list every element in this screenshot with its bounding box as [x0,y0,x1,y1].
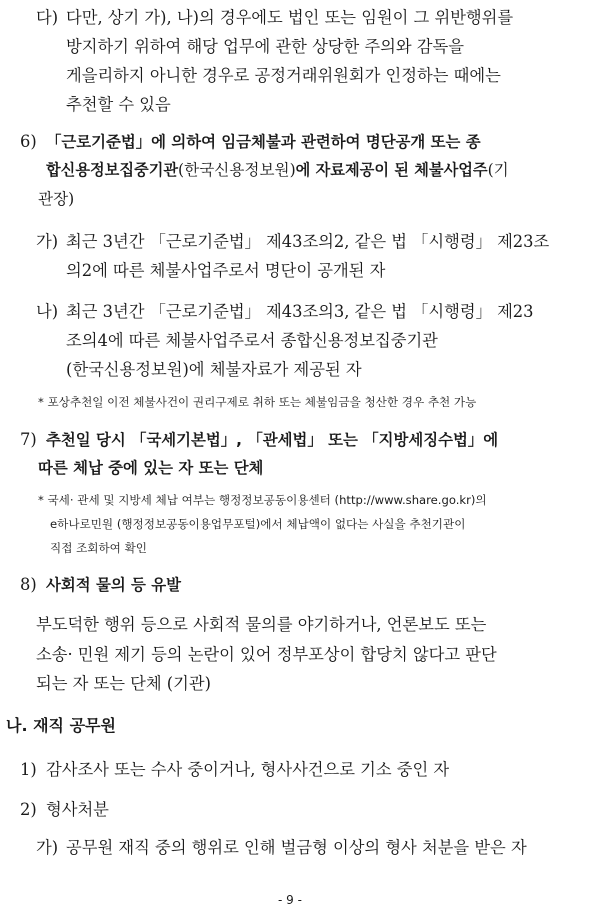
item-2-number: 2) [20,800,37,819]
item-da-line-4: 추천할 수 있음 [66,95,171,114]
section-7-note-line-3: 직접 조회하여 확인 [50,541,147,555]
section-6-line-2-b: 에 자료제공이 된 체불사업주 [295,161,488,179]
section-6-note: * 포상추천일 이전 체불사건이 권리구제로 취하 또는 체불임금을 청산한 경우 추천 가능 [38,395,477,409]
item-da-marker: 다) [36,8,59,27]
section-8-title: 사회적 물의 등 유발 [46,576,182,594]
section-8-number: 8) [20,575,37,594]
section-6-line-3: 관장) [38,190,75,208]
section-6-line-2-tail: (기 [487,161,509,179]
section-6-na-line-1: 최근 3년간 「근로기준법」 제43조의3, 같은 법 「시행령」 제23 [66,302,534,321]
item-1-number: 1) [20,760,37,779]
page-number: - 9 - [278,893,302,907]
section-7-note-line-2: e하나로민원 (행정정보공동이용업무포털)에서 체납액이 없다는 사실을 추천기관이 [50,517,466,531]
section-8-line-1: 부도덕한 행위 등으로 사회적 물의를 야기하거나, 언론보도 또는 [36,615,487,634]
item-da-line-3: 게을리하지 아니한 경우로 공정거래위원회가 인정하는 때에는 [66,66,501,85]
section-8-line-3: 되는 자 또는 단체 (기관) [36,674,211,693]
section-6-na-line-2: 조의4에 따른 체불사업주로서 종합신용정보집중기관 [66,331,438,350]
section-6-line-2-a: 합신용정보집중기관 [46,161,179,179]
item-da-line-1: 다만, 상기 가), 나)의 경우에도 법인 또는 임원이 그 위반행위를 [66,8,514,27]
section-6-na-line-3: (한국신용정보원)에 체불자료가 제공된 자 [66,360,362,379]
section-7-line-1: 추천일 당시 「국세기본법」, 「관세법」 또는 「지방세징수법」에 [46,431,499,449]
section-7-line-2: 따른 체납 중에 있는 자 또는 단체 [38,459,264,477]
item-da-line-2: 방지하기 위하여 해당 업무에 관한 상당한 주의와 감독을 [66,37,464,56]
item-2-text: 형사처분 [46,800,109,819]
section-6-line-2 [46,161,509,180]
item-2-ga-text: 공무원 재직 중의 행위로 인해 벌금형 이상의 형사 처분을 받은 자 [66,838,527,857]
section-6-ga-line-2: 의2에 따른 체불사업주로서 명단이 공개된 자 [66,261,386,280]
item-2-ga-marker: 가) [36,838,59,857]
section-6-na-marker: 나) [36,302,59,321]
section-8-line-2: 소송· 민원 제기 등의 논란이 있어 정부포상이 합당치 않다고 판단 [36,645,497,664]
section-7-note-line-1: * 국세· 관세 및 지방세 체납 여부는 행정정보공동이용센터 (http://www.share.go.kr)의 [38,493,487,507]
item-1-text: 감사조사 또는 수사 중이거나, 형사사건으로 기소 중인 자 [46,760,450,779]
section-6-ga-marker: 가) [36,232,59,251]
section-6-number: 6) [20,132,37,151]
heading-na: 나. 재직 공무원 [6,716,116,735]
section-6-ga-line-1: 최근 3년간 「근로기준법」 제43조의2, 같은 법 「시행령」 제23조 [66,232,550,251]
section-6-line-1: 「근로기준법」에 의하여 임금체불과 관련하여 명단공개 또는 종 [46,133,481,151]
section-6-line-2-paren: (한국신용정보원) [178,161,296,179]
section-7-number: 7) [20,430,37,449]
